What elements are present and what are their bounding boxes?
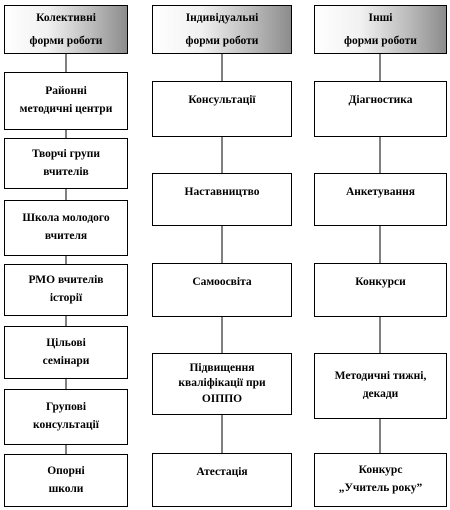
header-individual-forms: Індивідуальні форми роботи — [152, 5, 292, 54]
box-target-seminars: Цільові семінари — [4, 326, 128, 379]
box-history-teachers-rmo: РМО вчителів історії — [4, 264, 128, 316]
box-reference-schools: Опорні школи — [4, 454, 128, 507]
header-other-forms: Інші форми роботи — [314, 5, 447, 54]
box-qualification-improvement: Підвищення кваліфікації при ОІППО — [152, 353, 292, 415]
box-self-education: Самоосвіта — [152, 263, 292, 317]
box-group-consultations: Групові консультації — [4, 389, 128, 445]
box-district-methodical-centers: Районні методичні центри — [4, 72, 128, 130]
header-collective-forms: Колективні форми роботи — [4, 5, 128, 54]
box-contests: Конкурси — [314, 263, 447, 317]
box-teacher-of-year-contest: Конкурс „Учитель року” — [314, 453, 447, 507]
box-mentoring: Наставництво — [152, 173, 292, 226]
box-young-teacher-school: Школа молодого вчителя — [4, 200, 128, 256]
box-attestation: Атестація — [152, 453, 292, 507]
box-questionnaires: Анкетування — [314, 173, 447, 226]
box-diagnostics: Діагностика — [314, 81, 447, 137]
box-consultations: Консультації — [152, 81, 292, 137]
box-methodical-weeks: Методичні тижні, декади — [314, 353, 447, 419]
box-creative-teacher-groups: Творчі групи вчителів — [4, 138, 128, 189]
